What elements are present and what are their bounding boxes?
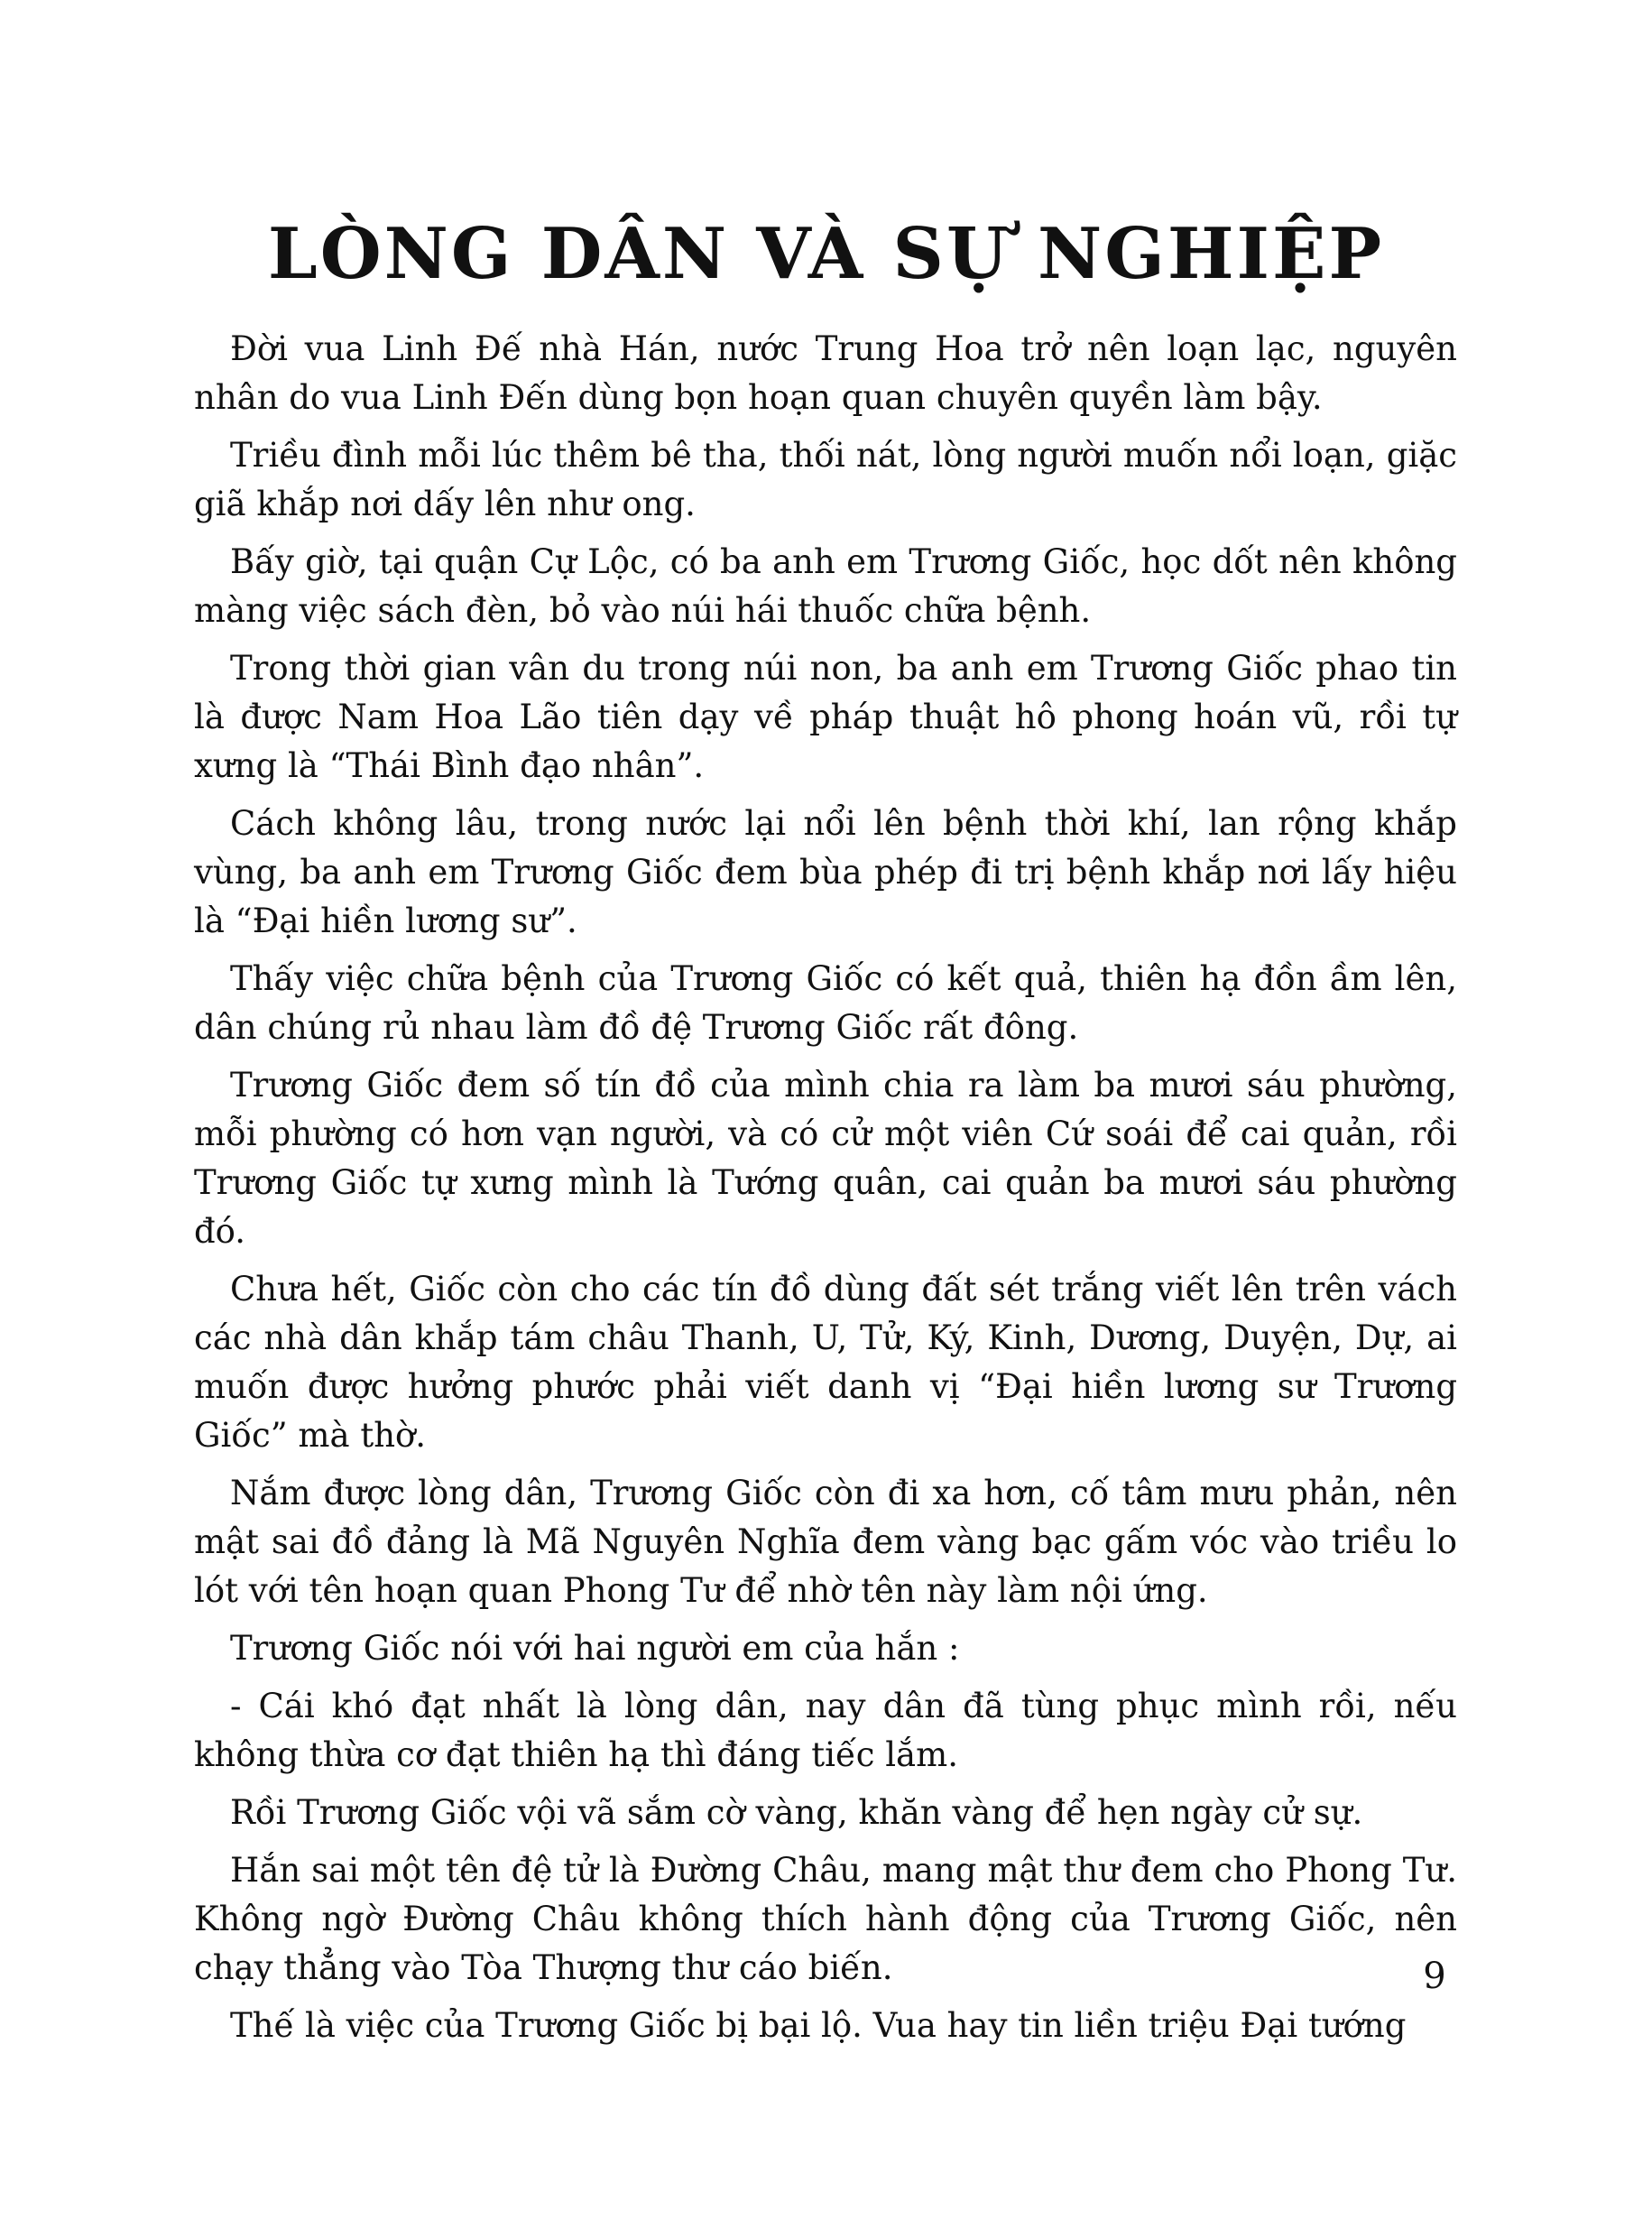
paragraph: Thấy việc chữa bệnh của Trương Giốc có kết quả, thiên hạ đồn ầm lên, dân chúng rủ nhau làm đồ đệ Trương Giốc rất đông. [194,959,1457,1047]
paragraph: - Cái khó đạt nhất là lòng dân, nay dân đã tùng phục mình rồi, nếu không thừa cơ đạt thiên hạ thì đáng tiếc lắm. [194,1687,1457,1774]
paragraph: Cách không lâu, trong nước lại nổi lên bệnh thời khí, lan rộng khắp vùng, ba anh em Trương Giốc đem bùa phép đi trị bệnh khắp nơi lấy hiệu là “Đại hiền lương sư”. [194,804,1457,940]
paragraph: Trương Giốc nói với hai người em của hắn : [230,1629,960,1668]
paragraph: Nắm được lòng dân, Trương Giốc còn đi xa hơn, cố tâm mưu phản, nên mật sai đồ đảng là Mã Nguyên Nghĩa đem vàng bạc gấm vóc vào triều lo lót với tên hoạn quan Phong Tư để nhờ tên này làm nội ứng. [194,1474,1457,1610]
page-number: 9 [1423,1956,1446,1997]
paragraph: Thế là việc của Trương Giốc bị bại lộ. Vua hay tin liền triệu Đại tướng [230,2006,1407,2045]
paragraph: Đời vua Linh Đế nhà Hán, nước Trung Hoa trở nên loạn lạc, nguyên nhân do vua Linh Đến dùng bọn hoạn quan chuyên quyền làm bậy. [194,329,1457,417]
paragraph: Bấy giờ, tại quận Cự Lộc, có ba anh em Trương Giốc, học dốt nên không màng việc sách đèn, bỏ vào núi hái thuốc chữa bệnh. [194,542,1457,630]
paragraph: Hắn sai một tên đệ tử là Đường Châu, mang mật thư đem cho Phong Tư. Không ngờ Đường Châu không thích hành động của Trương Giốc, nên chạy thẳng vào Tòa Thượng thư cáo biến. [194,1851,1457,1987]
chapter-title: LÒNG DÂN VÀ SỰ NGHIỆP [267,213,1385,295]
paragraph: Trong thời gian vân du trong núi non, ba anh em Trương Giốc phao tin là được Nam Hoa Lão tiên dạy về pháp thuật hô phong hoán vũ, rồi tự xưng là “Thái Bình đạo nhân”. [194,649,1457,785]
paragraph: Rồi Trương Giốc vội vã sắm cờ vàng, khăn vàng để hẹn ngày cử sự. [230,1793,1363,1832]
paragraph: Trương Giốc đem số tín đồ của mình chia ra làm ba mươi sáu phường, mỗi phường có hơn vạn người, và có cử một viên Cứ soái để cai quản, rồi Trương Giốc tự xưng mình là Tướng quân, cai quản ba mươi sáu phường đó. [194,1066,1457,1251]
body-text [194,325,1457,2059]
paragraph: Triều đình mỗi lúc thêm bê tha, thối nát, lòng người muốn nổi loạn, giặc giã khắp nơi dấy lên như ong. [194,436,1457,523]
paragraph: Chưa hết, Giốc còn cho các tín đồ dùng đất sét trắng viết lên trên vách các nhà dân khắp tám châu Thanh, U, Tử, Ký, Kinh, Dương, Duyện, Dự, ai muốn được hưởng phước phải viết danh vị “Đại hiền lương sư Trương Giốc” mà thờ. [194,1270,1457,1455]
